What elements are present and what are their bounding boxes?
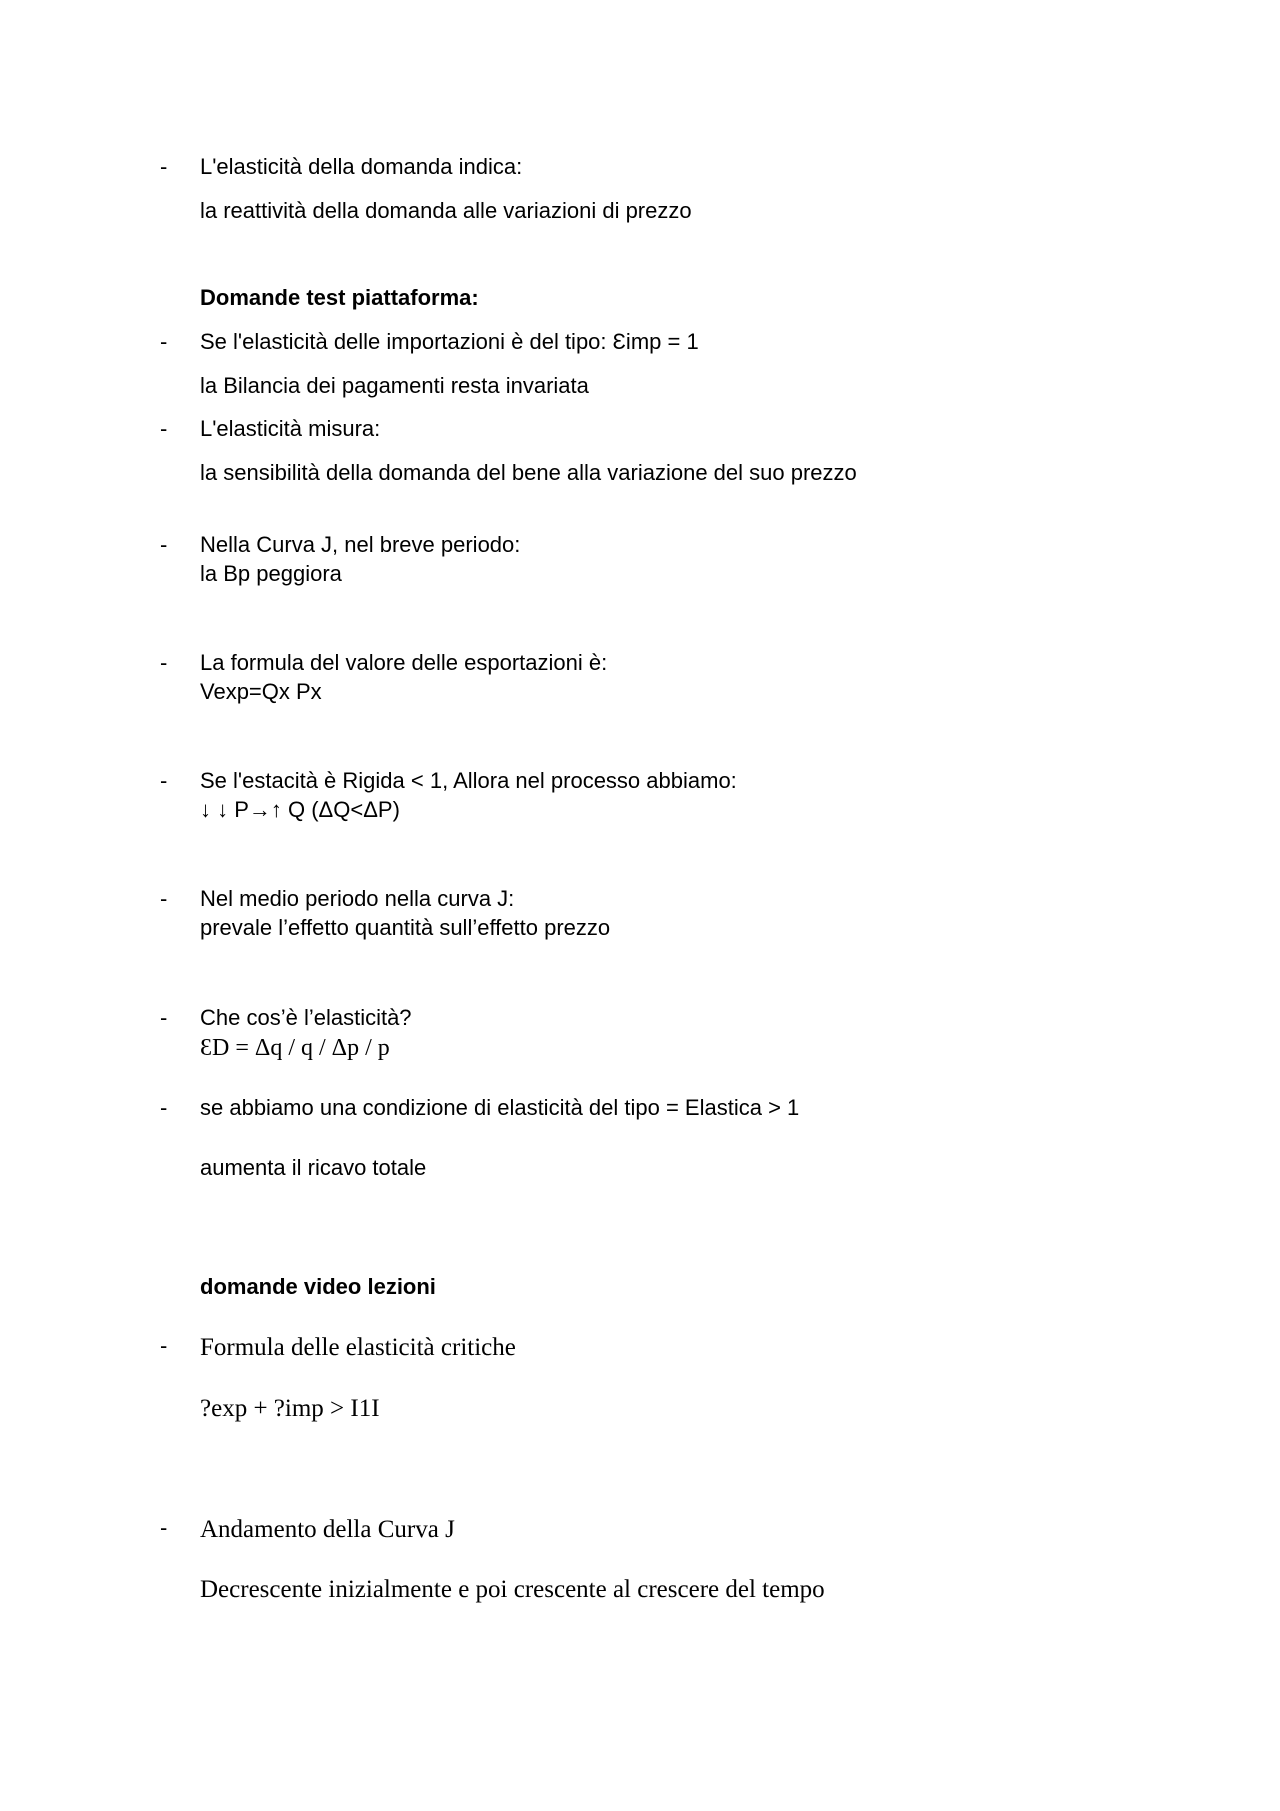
question-text: Che cos’è l’elasticità? [200, 1005, 412, 1030]
question-text: La formula del valore delle esportazioni è: [200, 650, 608, 675]
answer-formula: ?exp + ?imp > I1I [200, 1395, 380, 1422]
answer-text: la Bilancia dei pagamenti resta invariata [200, 373, 589, 398]
answer-text: la sensibilità della domanda del bene alla variazione del suo prezzo [200, 460, 857, 485]
question-text: Se l'elasticità delle importazioni è del tipo: Ɛimp = 1 [200, 329, 699, 354]
answer-text: la reattività della domanda alle variazioni di prezzo [200, 198, 692, 223]
bullet-dash: - [160, 1515, 168, 1540]
answer-text: aumenta il ricavo totale [200, 1155, 427, 1180]
answer-text: ↓ ↓ P→↑ Q (ΔQ<ΔP) [200, 797, 400, 822]
bullet-dash: - [160, 886, 168, 911]
bullet-dash: - [160, 329, 168, 354]
section-heading: Domande test piattaforma: [200, 285, 479, 310]
answer-text: Vexp=Qx Px [200, 679, 322, 704]
bullet-dash: - [160, 1095, 168, 1120]
question-text: Formula delle elasticità critiche [200, 1334, 516, 1361]
bullet-dash: - [160, 768, 168, 793]
question-text: se abbiamo una condizione di elasticità del tipo = Elastica > 1 [200, 1095, 800, 1120]
answer-formula: ƐD = Δq / q / Δp / p [200, 1035, 390, 1061]
bullet-dash: - [160, 1333, 168, 1358]
question-text: Nel medio periodo nella curva J: [200, 886, 515, 911]
answer-text: Decrescente inizialmente e poi crescente al crescere del tempo [200, 1576, 825, 1603]
section-heading: domande video lezioni [200, 1274, 436, 1299]
question-text: Andamento della Curva J [200, 1516, 455, 1543]
bullet-dash: - [160, 154, 168, 179]
question-text: Se l'estacità è Rigida < 1, Allora nel processo abbiamo: [200, 768, 737, 793]
bullet-dash: - [160, 1005, 168, 1030]
bullet-dash: - [160, 416, 168, 441]
answer-text: la Bp peggiora [200, 561, 342, 586]
bullet-dash: - [160, 532, 168, 557]
question-text: L'elasticità misura: [200, 416, 381, 441]
question-text: Nella Curva J, nel breve periodo: [200, 532, 521, 557]
question-text: L'elasticità della domanda indica: [200, 154, 523, 179]
bullet-dash: - [160, 650, 168, 675]
answer-text: prevale l’effetto quantità sull’effetto prezzo [200, 915, 611, 940]
